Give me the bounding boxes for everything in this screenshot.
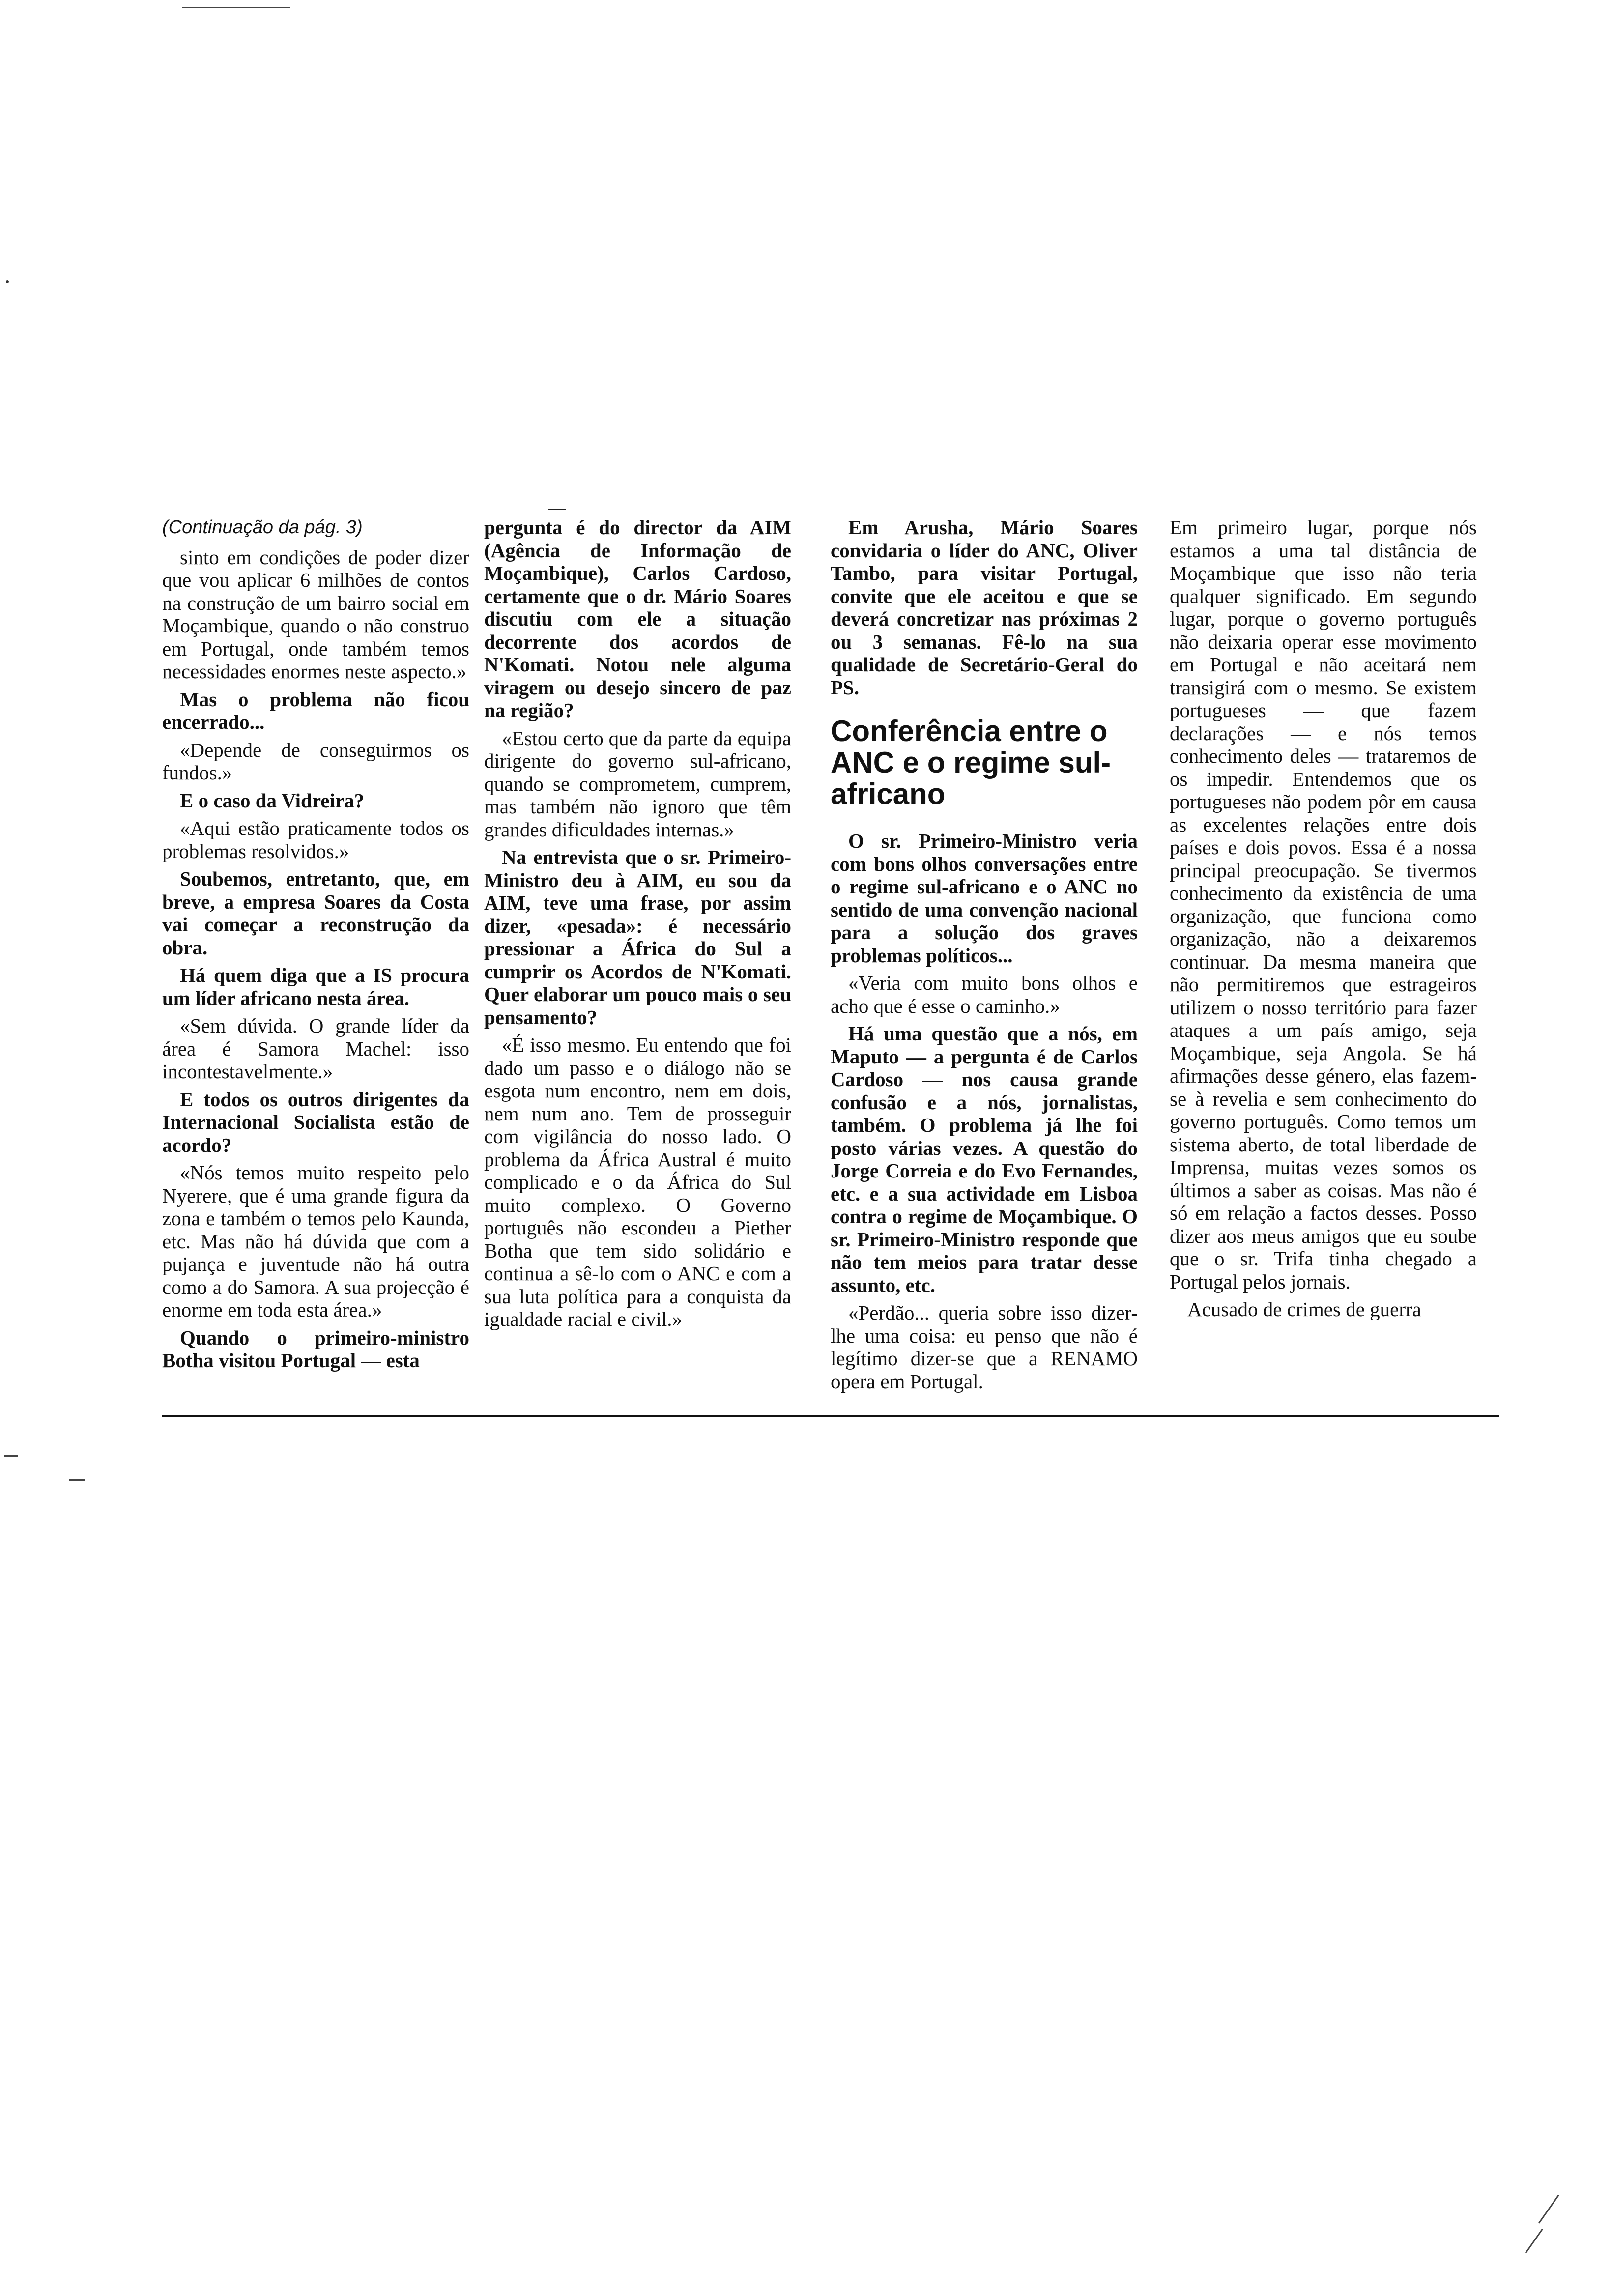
newspaper-clipping <box>162 501 1499 1435</box>
article-paragraph: sinto em condições de poder dizer que vou aplicar 6 milhões de contos na construção de um bairro social em Moçambique, quando o não construo em Portugal, onde também temos necessidades enormes neste aspecto.» <box>162 545 469 683</box>
article-paragraph: O sr. Primeiro-Ministro veria com bons olhos conversações entre o regime sul-africano e o ANC no sentido de uma convenção nacional para a solução dos graves problemas políticos... <box>831 830 1138 967</box>
article-paragraph: Em primeiro lugar, porque nós estamos a uma tal distância de Moçambique que isso não teria qualquer significado. Em segundo lugar, porque o governo português não deixaria operar esse movimento em Portugal e não aceitará nem transigirá com o mesmo. Se existem portugueses — que fazem declarações — e nós temos conhecimento deles — trataremos de os impedir. Entendemos que os portugueses não podem pôr em causa as excelentes relações entre dois países e dois povos. Essa é a nossa principal preocupação. Se tivermos conhecimento da existência de uma organização, que funciona como organização, não a deixaremos continuar. Da mesma maneira que não permitiremos que estrageiros utilizem o nosso território para fazer ataques a um país amigo, seja Moçambique, seja Angola. Se há afirmações desse género, elas fazem-se à revelia e sem conhecimento do governo português. Como temos um sistema aberto, de total liberdade de Imprensa, muitas vezes somos os últimos a saber as coisas. Mas não é só em relação a factos desses. Posso dizer aos meus amigos que eu soube que o sr. Trifa tinha chegado a Portugal pelos jornais. <box>1170 516 1477 1293</box>
article-paragraph: E o caso da Vidreira? <box>180 789 365 812</box>
article-paragraph: Em Arusha, Mário Soares convidaria o líder do ANC, Oliver Tambo, para visitar Portugal, convite que ele aceitou e que se deverá concretizar nas próximas 2 ou 3 semanas. Fê-lo na sua qualidade de Secretário-Geral do PS. <box>831 516 1138 699</box>
scan-speck <box>6 280 9 283</box>
article-paragraph: Há uma questão que a nós, em Maputo — a pergunta é de Carlos Cardoso — nos causa grande confusão e a nós, jornalistas, também. O problema já lhe foi posto várias vezes. A questão do Jorge Correia e do Evo Fernandes, etc. e a sua actividade em Lisboa contra o regime de Moçambique. O sr. Primeiro-Ministro responde que não tem meios para tratar desse assunto, etc. <box>831 1022 1138 1296</box>
scan-mark <box>4 1455 18 1457</box>
scan-mark <box>69 1479 85 1481</box>
article-paragraph: «É isso mesmo. Eu entendo que foi dado um passo e o diálogo não se esgota num encontro, nem em dois, nem num ano. Tem de prosseguir com vigilância do nosso lado. O problema da África Austral é muito complicado e o da África do Sul muito complexo. O Governo português não escondeu a Piether Botha que tem sido solidário e continua a sê-lo com o ANC e com a sua luta política para a conquista da igualdade racial e civil.» <box>484 1033 791 1330</box>
article-paragraph: Há quem diga que a IS procura um líder africano nesta área. <box>162 964 469 1009</box>
article-paragraph: «Depende de conseguirmos os fundos.» <box>162 738 469 784</box>
article-paragraph: «Veria com muito bons olhos e acho que é esse o caminho.» <box>831 972 1138 1017</box>
continuation-note: (Continuação da pág. 3) <box>162 517 363 538</box>
article-paragraph: Soubemos, entretanto, que, em breve, a empresa Soares da Costa vai começar a reconstrução da obra. <box>162 867 469 959</box>
article-paragraph: «Aqui estão praticamente todos os problemas resolvidos.» <box>162 817 469 862</box>
section-headline: Conferência entre o ANC e o regime sul-africano <box>831 715 1111 810</box>
article-paragraph: Na entrevista que o sr. Primeiro-Ministro deu à AIM, eu sou da AIM, teve uma frase, por assim dizer, «pesada»: é necessário pressionar a África do Sul a cumprir os Acordos de N'Komati. Quer elaborar um pouco mais o seu pensamento? <box>484 846 791 1029</box>
article-paragraph: Quando o primeiro-ministro Botha visitou Portugal — esta <box>162 1326 469 1372</box>
article-paragraph: Mas o problema não ficou encerrado... <box>162 688 469 733</box>
article-paragraph: «Perdão... queria sobre isso dizer-lhe uma coisa: eu penso que não é legítimo dizer-se que a RENAMO opera em Portugal. <box>831 1301 1138 1393</box>
top-scan-line <box>182 7 290 8</box>
column-2 <box>484 516 791 1336</box>
bottom-rule <box>162 1415 1499 1417</box>
scan-mark <box>1538 2194 1559 2223</box>
scan-mark <box>1525 2229 1543 2254</box>
article-paragraph: E todos os outros dirigentes da Internacional Socialista estão de acordo? <box>162 1088 469 1156</box>
column-3 <box>831 516 1138 1398</box>
article-paragraph: «Estou certo que da parte da equipa dirigente do governo sul-africano, quando se comprometem, cumprem, mas também não ignoro que têm grandes dificuldades internas.» <box>484 726 791 841</box>
article-paragraph: «Sem dúvida. O grande líder da área é Samora Machel: isso incontestavelmente.» <box>162 1014 469 1083</box>
article-paragraph: pergunta é do director da AIM (Agência de Informação de Moçambique), Carlos Cardoso, certamente que o dr. Mário Soares discutiu com ele a situação decorrente dos acordos de N'Komati. Notou nele alguma viragem ou desejo sincero de paz na região? <box>484 516 791 721</box>
column-1 <box>162 516 469 1377</box>
article-paragraph: Acusado de crimes de guerra <box>1187 1298 1421 1320</box>
column-4 <box>1170 516 1477 1326</box>
article-paragraph: «Nós temos muito respeito pelo Nyerere, que é uma grande figura da zona e também o temos pelo Kaunda, etc. Mas não há dúvida que com a pujança e juventude não há outra como a do Samora. A sua projecção é enorme em toda esta área.» <box>162 1161 469 1321</box>
